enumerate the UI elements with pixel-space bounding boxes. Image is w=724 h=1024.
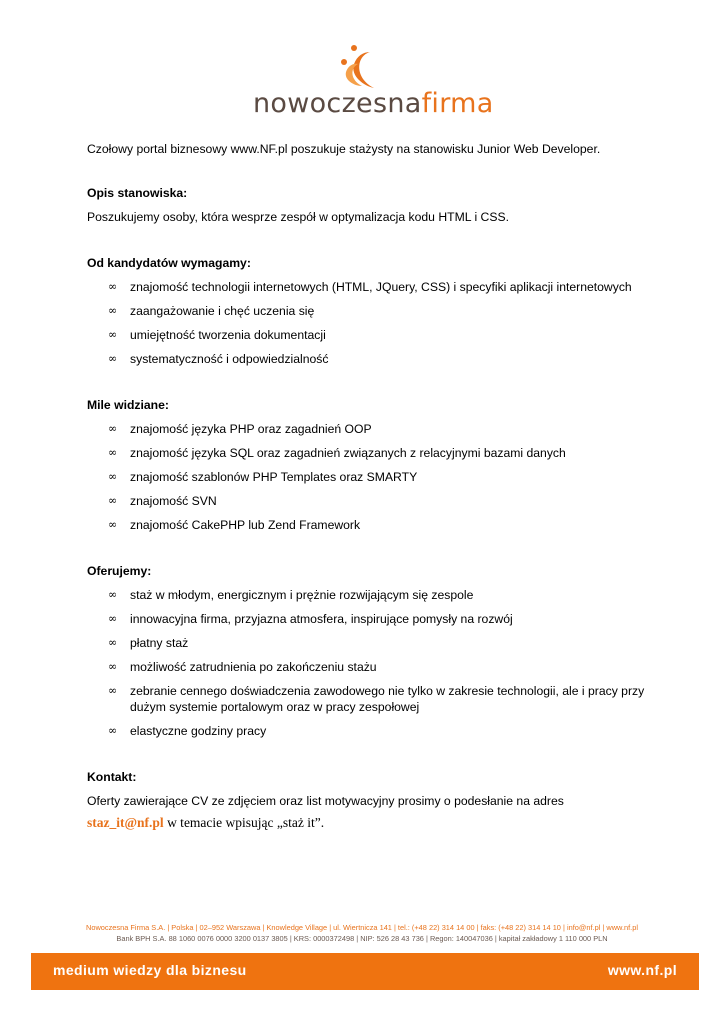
list-item (87, 611, 647, 627)
infinity-bullet-icon: ∞ (108, 328, 118, 341)
offer-section (87, 563, 647, 739)
list-item-text: znajomość SVN (130, 494, 217, 508)
list-item-text: znajomość technologii internetowych (HTML, JQuery, CSS) i specyfiki aplikacji internetowych (130, 280, 632, 294)
infinity-bullet-icon: ∞ (108, 280, 118, 293)
logo-word-part2: firma (421, 88, 494, 119)
infinity-bullet-icon: ∞ (108, 724, 118, 737)
infinity-bullet-icon: ∞ (108, 494, 118, 507)
list-item (87, 303, 647, 319)
nice-to-have-list (87, 421, 647, 533)
contact-section (87, 769, 647, 831)
list-item-text: zebranie cennego doświadczenia zawodowego nie tylko w zakresie technologii, ale i pracy przy dużym systemie portalowym oraz w pracy zespołowej (130, 684, 645, 714)
infinity-bullet-icon: ∞ (108, 588, 118, 601)
list-item (87, 351, 647, 367)
list-item (87, 493, 647, 509)
infinity-bullet-icon: ∞ (108, 470, 118, 483)
infinity-bullet-icon: ∞ (108, 446, 118, 459)
infinity-bullet-icon: ∞ (108, 422, 118, 435)
list-item (87, 635, 647, 651)
company-logo (0, 36, 724, 126)
list-item (87, 279, 647, 295)
infinity-bullet-icon: ∞ (108, 660, 118, 673)
logo-word-part1: nowoczesna (253, 88, 422, 119)
list-item-text: systematyczność i odpowiedzialność (130, 352, 329, 366)
footer-bar (31, 953, 699, 990)
requirements-section (87, 255, 647, 367)
infinity-bullet-icon: ∞ (108, 684, 118, 697)
footer-tagline: medium wiedzy dla biznesu (53, 962, 247, 978)
footer-bank-line: Bank BPH S.A. 88 1060 0076 0000 3200 0137 3805 | KRS: 0000372498 | NIP: 526 28 43 736 | Regon: 140047036 | kapitał zakładowy 1 110 000 PLN (116, 934, 608, 943)
swirl-logo-icon (334, 42, 384, 94)
requirements-list (87, 279, 647, 367)
infinity-bullet-icon: ∞ (108, 352, 118, 365)
nice-to-have-section (87, 397, 647, 533)
list-item-text: innowacyjna firma, przyjazna atmosfera, inspirujące pomysły na rozwój (130, 612, 513, 626)
job-description-text: Poszukujemy osoby, która wesprze zespół w optymalizacja kodu HTML i CSS. (87, 210, 509, 224)
document-body (87, 141, 647, 861)
list-item-text: znajomość szablonów PHP Templates oraz SMARTY (130, 470, 418, 484)
footer-url[interactable]: www.nf.pl (607, 962, 677, 978)
list-item (87, 659, 647, 675)
list-item-text: zaangażowanie i chęć uczenia się (130, 304, 315, 318)
footer-address-line: Nowoczesna Firma S.A. | Polska | 02–952 Warszawa | Knowledge Village | ul. Wiertnicza 141 | tel.: (+48 22) 314 14 00 | faks: (+48 22) 314 14 10 | info@nf.pl | www.nf.pl (86, 923, 638, 932)
list-item (87, 683, 647, 715)
contact-email-suffix: w temacie wpisując „staż it”. (163, 815, 325, 830)
infinity-bullet-icon: ∞ (108, 612, 118, 625)
contact-email-line (87, 815, 647, 831)
contact-email-link[interactable]: staz_it@nf.pl (87, 815, 164, 830)
list-item-text: możliwość zatrudnienia po zakończeniu stażu (130, 660, 377, 674)
list-item (87, 469, 647, 485)
list-item-text: elastyczne godziny pracy (130, 724, 267, 738)
offer-list (87, 587, 647, 739)
contact-text: Oferty zawierające CV ze zdjęciem oraz list motywacyjny prosimy o podesłanie na adres (87, 794, 564, 808)
list-item-text: umiejętność tworzenia dokumentacji (130, 328, 326, 342)
list-item (87, 421, 647, 437)
list-item (87, 327, 647, 343)
list-item (87, 517, 647, 533)
list-item (87, 587, 647, 603)
section-heading: Kontakt: (87, 770, 137, 784)
list-item-text: znajomość języka PHP oraz zagadnień OOP (130, 422, 372, 436)
list-item-text: znajomość CakePHP lub Zend Framework (130, 518, 361, 532)
job-description-section (87, 185, 647, 225)
list-item-text: staż w młodym, energicznym i prężnie rozwijającym się zespole (130, 588, 474, 602)
list-item-text: płatny staż (130, 636, 189, 650)
list-item (87, 445, 647, 461)
section-heading: Od kandydatów wymagamy: (87, 256, 251, 270)
infinity-bullet-icon: ∞ (108, 636, 118, 649)
section-heading: Mile widziane: (87, 398, 169, 412)
footer-address (0, 922, 724, 944)
section-heading: Oferujemy: (87, 564, 152, 578)
section-heading: Opis stanowiska: (87, 186, 188, 200)
logo-wordmark (253, 88, 494, 119)
intro-text: Czołowy portal biznesowy www.NF.pl poszukuje stażysty na stanowisku Junior Web Developer. (87, 142, 601, 156)
list-item (87, 723, 647, 739)
infinity-bullet-icon: ∞ (108, 518, 118, 531)
list-item-text: znajomość języka SQL oraz zagadnień związanych z relacyjnymi bazami danych (130, 446, 566, 460)
infinity-bullet-icon: ∞ (108, 304, 118, 317)
